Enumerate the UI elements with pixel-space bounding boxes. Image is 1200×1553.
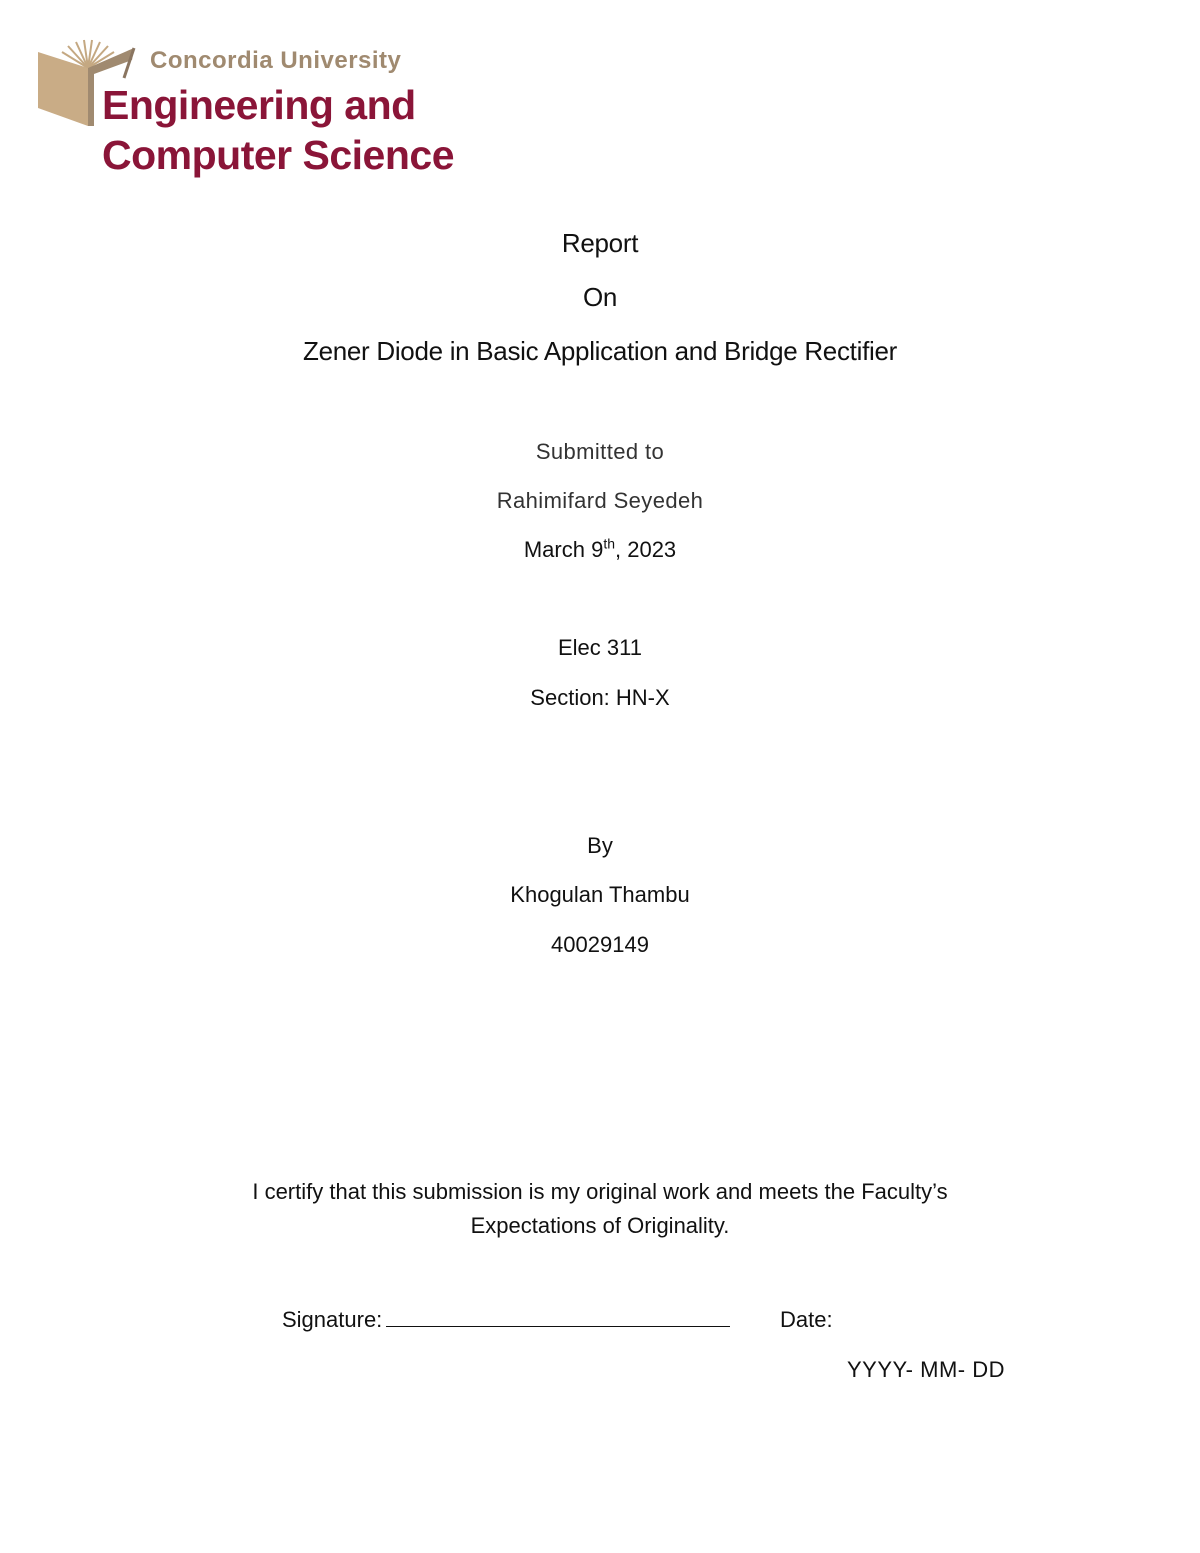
signature-field: [282, 1307, 730, 1333]
university-logo: [36, 38, 506, 188]
by-label: By: [587, 833, 613, 858]
course-section: Section: HN-X: [530, 685, 670, 710]
date-label: Date:: [780, 1307, 833, 1332]
author-name: Khogulan Thambu: [510, 882, 690, 907]
date-format-placeholder: YYYY- MM- DD: [847, 1357, 1005, 1382]
logo-faculty-line2: Computer Science: [102, 132, 454, 178]
date-ordinal-suffix: th: [603, 535, 615, 552]
title-report: Report: [561, 228, 639, 258]
student-id: 40029149: [551, 932, 649, 957]
date-year: , 2023: [615, 537, 677, 562]
logo-university-name: Concordia University: [150, 47, 402, 74]
title-on: On: [582, 282, 618, 312]
signature-line: [386, 1308, 730, 1327]
instructor-name: Rahimifard Seyedeh: [496, 488, 704, 513]
signature-label: Signature:: [282, 1307, 383, 1332]
submitted-to-label: Submitted to: [535, 439, 665, 464]
report-title: Zener Diode in Basic Application and Bridge Rectifier: [303, 336, 897, 366]
submission-date: [0, 537, 1200, 563]
originality-statement: I certify that this submission is my original work and meets the Faculty’s Expectations of Originality.: [252, 1179, 948, 1238]
course-code: Elec 311: [558, 635, 642, 660]
date-month-day: March 9: [523, 537, 604, 562]
logo-faculty-line1: Engineering and: [102, 82, 416, 128]
